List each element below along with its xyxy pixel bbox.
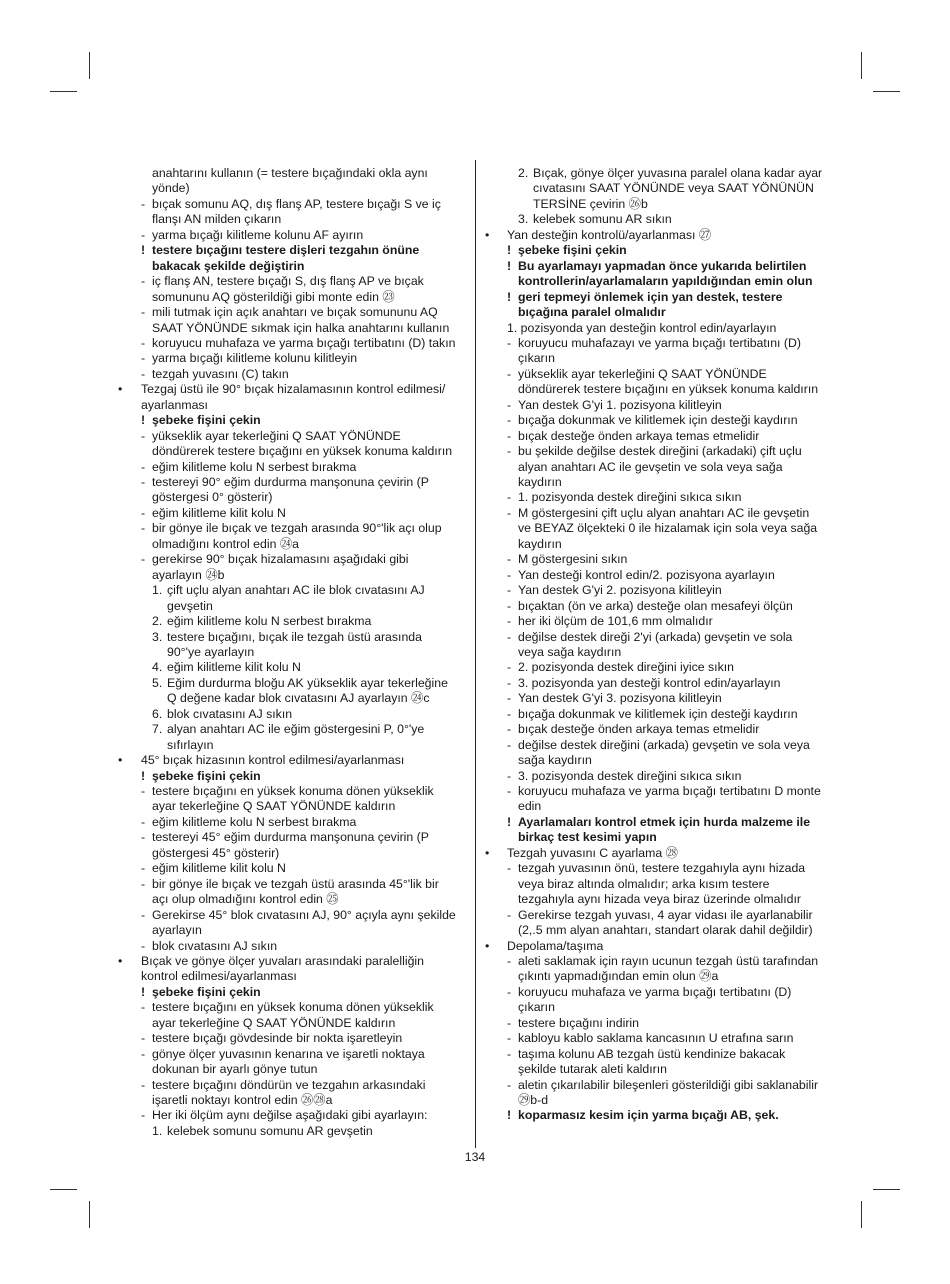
dash-marker: - <box>507 444 512 459</box>
crop-mark-bottom-left-h <box>50 1189 77 1190</box>
crop-mark-top-right-h <box>873 91 900 92</box>
dash-marker: - <box>141 876 146 891</box>
text-line: tezgah yuvasını (C) takın <box>152 366 289 381</box>
text-line: testereyi 90° eğim durdurma manşonuna çevirin (P <box>152 475 429 489</box>
step-number: 3. <box>152 629 163 644</box>
bullet-marker: • <box>485 227 490 242</box>
text-line: çıkıntı yapmadığından emin olun ㉙a <box>518 969 719 984</box>
dash-marker: - <box>507 907 512 922</box>
warning-marker: ! <box>507 243 512 258</box>
text-line: TERSİNE çevirin ㉖b <box>533 196 648 211</box>
dash-marker: - <box>141 938 146 953</box>
bullet-marker: • <box>485 938 490 953</box>
text-line: veya sağa kaydırın <box>518 644 622 659</box>
text-line: SAAT YÖNÜNDE sıkmak için halka anahtarını kullanın <box>152 320 450 335</box>
text-line: Q değene kadar blok cıvatasını AJ ayarlayın ㉔c <box>167 691 430 706</box>
text-line: testere bıçağı gövdesinde bir nokta işaretleyin <box>152 1031 403 1046</box>
text-line: anahtarını kullanın (= testere bıçağındaki okla aynı <box>152 166 428 180</box>
text-line: M göstergesini sıkın <box>518 552 628 567</box>
text-line: bu şekilde değilse destek direğini (arkadaki) çift uçlu <box>518 444 802 459</box>
text-line: M göstergesini çift uçlu alyan anahtarı AC ile gevşetin <box>518 505 810 520</box>
text-line: koruyucu muhafaza ve yarma bıçağı tertibatını (D) <box>518 984 792 999</box>
dash-marker: - <box>507 583 512 598</box>
text-line: eğim kilitleme kolu N serbest bırakma <box>167 614 372 629</box>
dash-marker: - <box>141 521 146 536</box>
warning-marker: ! <box>141 768 146 783</box>
text-line: yarma bıçağı kilitleme kolunu kilitleyin <box>152 351 358 366</box>
text-line: göstergesi 45° gösterir) <box>152 845 280 860</box>
crop-mark-bottom-right-v <box>861 1201 862 1228</box>
text-line: (2,.5 mm alyan anahtarı, standart olarak dahil değildir) <box>518 923 813 938</box>
crop-mark-top-right-v <box>861 52 862 79</box>
text-line: blok cıvatasını AJ sıkın <box>152 938 278 953</box>
text-line: bıçak somunu AQ, dış flanş AP, testere bıçağı S ve iç <box>152 196 441 211</box>
text-line: gerekirse 90° bıçak hizalamasını aşağıdaki gibi <box>152 552 409 567</box>
dash-marker: - <box>507 737 512 752</box>
text-line: yükseklik ayar tekerleğini Q SAAT YÖNÜNDE <box>152 428 401 443</box>
text-line: Gerekirse tezgah yuvası, 4 ayar vidası ile ayarlanabilir <box>518 907 813 922</box>
text-line: Her iki ölçüm aynı değilse aşağıdaki gibi ayarlayın: <box>152 1108 428 1123</box>
crop-mark-bottom-left-v <box>89 1201 90 1228</box>
text-line: Yan destek G'yi 3. pozisyona kilitleyin <box>518 691 722 706</box>
text-line: Bu ayarlamayı yapmadan önce yukarıda belirtilen <box>518 258 807 273</box>
warning-marker: ! <box>141 413 146 428</box>
dash-marker: - <box>141 351 146 366</box>
text-line: bıçak desteğe önden arkaya temas etmelidir <box>518 722 760 737</box>
dash-marker: - <box>507 614 512 629</box>
text-line: testere bıçağını en yüksek konuma dönen yükseklik <box>152 1000 434 1015</box>
crop-mark-bottom-right-h <box>873 1189 900 1190</box>
text-line: 3. pozisyonda yan desteği kontrol edin/ayarlayın <box>518 675 781 690</box>
text-line: kelebek somunu AR sıkın <box>533 212 672 227</box>
dash-marker: - <box>141 861 146 876</box>
text-line: koparmasız kesim için yarma bıçağı AB, şek. <box>518 1108 779 1123</box>
text-line: ㉙b-d <box>518 1093 549 1107</box>
text-line: alyan anahtarı AC ile eğim göstergesini P, 0°'ye <box>167 722 425 737</box>
text-line: eğim kilitleme kilit kolu N <box>152 861 286 876</box>
dash-marker: - <box>141 1046 146 1061</box>
step-number: 2. <box>518 166 529 180</box>
dash-marker: - <box>141 227 146 242</box>
text-line: edin <box>518 799 542 814</box>
text-line: sağa kaydırın <box>518 753 592 768</box>
text-line: Yan desteğin kontrolü/ayarlanması ㉗ <box>507 227 712 242</box>
dash-marker: - <box>141 1077 146 1092</box>
text-line: iç flanş AN, testere bıçağı S, dış flanş AP ve bıçak <box>152 274 424 289</box>
text-line: birkaç test kesimi yapın <box>518 830 657 845</box>
dash-marker: - <box>507 1077 512 1092</box>
text-line: gevşetin <box>167 598 213 613</box>
text-line: yarma bıçağı kilitleme kolunu AF ayırın <box>152 227 364 242</box>
text-line: flanşı AN milden çıkarın <box>152 212 282 227</box>
dash-marker: - <box>507 629 512 644</box>
text-line: bıçağına paralel olmalıdır <box>518 305 666 320</box>
dash-marker: - <box>507 552 512 567</box>
text-line: blok cıvatasını AJ sıkın <box>167 706 293 721</box>
text-line: testere bıçağını testere dişleri tezgahın önüne <box>152 243 420 258</box>
text-line: ayar tekerleğine Q SAAT YÖNÜNDE kaldırın <box>152 1015 396 1030</box>
warning-marker: ! <box>507 289 512 304</box>
dash-marker: - <box>507 490 512 505</box>
step-number: 5. <box>152 675 163 690</box>
dash-marker: - <box>141 459 146 474</box>
text-line: açı olup olmadığını kontrol edin ㉕ <box>152 892 339 907</box>
text-line: kaydırın <box>518 536 562 551</box>
column-divider <box>475 160 476 1148</box>
text-line: cıvatasını SAAT YÖNÜNDE veya SAAT YÖNÜNÜN <box>533 181 814 196</box>
dash-marker: - <box>507 335 512 350</box>
text-line: yükseklik ayar tekerleğini Q SAAT YÖNÜNDE <box>518 366 767 381</box>
text-line: çıkarın <box>518 351 555 366</box>
text-line: aleti saklamak için rayın ucunun tezgah üstü tarafından <box>518 953 819 968</box>
dash-marker: - <box>507 567 512 582</box>
text-line: Yan destek G'yi 2. pozisyona kilitleyin <box>518 583 722 598</box>
text-line: alyan anahtarı AC ile gevşetin ve sola veya sağa <box>518 459 783 474</box>
dash-marker: - <box>507 953 512 968</box>
dash-marker: - <box>507 660 512 675</box>
dash-marker: - <box>507 1015 512 1030</box>
dash-marker: - <box>141 505 146 520</box>
text-line: testere bıçağını en yüksek konuma dönen yükseklik <box>152 784 434 798</box>
text-line: kontrol edilmesi/ayarlanması <box>141 969 297 984</box>
text-line: ayarlayın <box>152 923 202 938</box>
text-line: 45° bıçak hizasının kontrol edilmesi/ayarlanması <box>141 753 405 768</box>
dash-marker: - <box>141 366 146 381</box>
text-line: şebeke fişini çekin <box>152 984 261 999</box>
text-line: olmadığını kontrol edin ㉔a <box>152 536 299 551</box>
text-line: kelebek somunu somunu AR gevşetin <box>167 1123 373 1138</box>
text-line: veya biraz altında olmalıdır; arka kısım testere <box>518 876 770 891</box>
dash-marker: - <box>141 814 146 829</box>
text-line: mili tutmak için açık anahtarı ve bıçak somununu AQ <box>152 305 438 320</box>
text-line: eğim kilitleme kilit kolu N <box>167 660 301 675</box>
text-line: şebeke fişini çekin <box>518 243 627 258</box>
dash-marker: - <box>141 305 146 320</box>
dash-marker: - <box>507 722 512 737</box>
text-line: eğim kilitleme kolu N serbest bırakma <box>152 459 357 474</box>
dash-marker: - <box>507 366 512 381</box>
text-line: testere bıçağını, bıçak ile tezgah üstü arasında <box>167 629 422 644</box>
text-line: bir gönye ile bıçak ve tezgah arasında 90°'lik açı olup <box>152 521 442 536</box>
dash-marker: - <box>141 907 146 922</box>
dash-marker: - <box>507 505 512 520</box>
bullet-marker: • <box>118 753 123 768</box>
text-line: tezgah yuvasının önü, testere tezgahıyla aynı hizada <box>518 861 806 876</box>
dash-marker: - <box>507 706 512 721</box>
crop-mark-top-left-h <box>50 91 77 92</box>
text-line: dokunan bir ayarlı gönye tutun <box>152 1062 318 1077</box>
dash-marker: - <box>507 984 512 999</box>
dash-marker: - <box>507 413 512 428</box>
text-line: döndürerek testere bıçağını en yüksek konuma kaldırın <box>152 444 453 459</box>
text-line: kaydırın <box>518 475 562 489</box>
dash-marker: - <box>141 475 146 489</box>
dash-marker: - <box>141 196 146 211</box>
bullet-marker: • <box>485 845 490 860</box>
text-line: ve BEYAZ ölçekteki 0 ile hizalamak için sola veya sağa <box>518 521 818 536</box>
text-line: gönye ölçer yuvasının kenarına ve işaretli noktaya <box>152 1046 425 1061</box>
dash-marker: - <box>141 428 146 443</box>
dash-marker: - <box>507 768 512 783</box>
step-number: 1. <box>152 583 163 598</box>
text-line: bıçağa dokunmak ve kilitlemek için desteği kaydırın <box>518 413 798 428</box>
text-line: testere bıçağını döndürün ve tezgahın arkasındaki <box>152 1077 426 1092</box>
crop-mark-top-left-v <box>89 52 90 79</box>
text-line: bıçağa dokunmak ve kilitlemek için desteği kaydırın <box>518 706 798 721</box>
text-line: değilse destek direğini (arkada) gevşetin ve sola veya <box>518 737 810 752</box>
text-line: döndürerek testere bıçağını en yüksek konuma kaldırın <box>518 382 819 397</box>
warning-marker: ! <box>507 258 512 273</box>
text-line: taşıma kolunu AB tezgah üstü kendinize bakacak <box>518 1046 786 1061</box>
warning-marker: ! <box>141 984 146 999</box>
text-line: şebeke fişini çekin <box>152 413 261 428</box>
text-line: geri tepmeyi önlemek için yan destek, testere <box>518 289 783 304</box>
text-line: işaretli noktayı kontrol edin ㉖㉘a <box>152 1093 333 1107</box>
text-line: kontrollerin/ayarlamaların yapıldığından emin olun <box>518 274 813 289</box>
text-line: testereyi 45° eğim durdurma manşonuna çevirin (P <box>152 830 429 845</box>
dash-marker: - <box>507 691 512 706</box>
text-line: aletin çıkarılabilir bileşenleri gösterildiği gibi saklanabilir <box>518 1077 819 1092</box>
dash-marker: - <box>507 598 512 613</box>
step-number: 1. <box>152 1123 163 1138</box>
text-line: tezgahıyla aynı hizada veya biraz üzerinde olmalıdır <box>518 892 801 907</box>
text-line: koruyucu muhafaza ve yarma bıçağı tertibatını (D) takın <box>152 335 456 350</box>
text-line: ayarlanması <box>141 397 208 412</box>
text-line: bıçaktan (ön ve arka) desteğe olan mesafeyi ölçün <box>518 598 793 613</box>
dash-marker: - <box>507 428 512 443</box>
text-line: ayarlayın ㉔b <box>152 567 225 582</box>
dash-marker: - <box>141 830 146 845</box>
step-number: 4. <box>152 660 163 675</box>
dash-marker: - <box>507 1031 512 1046</box>
text-line: bıçak desteğe önden arkaya temas etmelidir <box>518 428 760 443</box>
text-line: Eğim durdurma bloğu AK yükseklik ayar tekerleğine <box>167 675 448 690</box>
dash-marker: - <box>507 675 512 690</box>
text-line: şekilde tutarak aleti kaldırın <box>518 1062 668 1077</box>
dash-marker: - <box>141 784 146 798</box>
dash-marker: - <box>141 1108 146 1123</box>
page-number: 134 <box>464 1150 486 1164</box>
text-line: çift uçlu alyan anahtarı AC ile blok cıvatasını AJ <box>167 583 425 598</box>
text-line: yönde) <box>152 181 190 196</box>
text-line: Tezgah yuvasını C ayarlama ㉘ <box>507 845 678 860</box>
text-line: her iki ölçüm de 101,6 mm olmalıdır <box>518 614 713 629</box>
text-line: 90°'ye ayarlayın <box>167 644 255 659</box>
bullet-marker: • <box>118 953 123 968</box>
text-line: Ayarlamaları kontrol etmek için hurda malzeme ile <box>518 814 811 829</box>
text-line: Depolama/taşıma <box>507 938 604 953</box>
text-line: bir gönye ile bıçak ve tezgah üstü arasında 45°'lik bir <box>152 876 439 891</box>
text-line: bakacak şekilde değiştirin <box>152 258 305 273</box>
text-line: 1. pozisyonda yan desteğin kontrol edin/ayarlayın <box>507 320 777 335</box>
text-line: 3. pozisyonda destek direğini sıkıca sıkın <box>518 768 742 783</box>
text-line: Tezgaj üstü ile 90° bıçak hizalamasının kontrol edilmesi/ <box>141 382 446 397</box>
warning-marker: ! <box>507 814 512 829</box>
warning-marker: ! <box>141 243 146 258</box>
step-number: 2. <box>152 614 163 629</box>
text-line: Bıçak, gönye ölçer yuvasına paralel olana kadar ayar <box>533 166 823 180</box>
text-line: Yan desteği kontrol edin/2. pozisyona ayarlayın <box>518 567 775 582</box>
text-line: koruyucu muhafazayı ve yarma bıçağı tertibatını (D) <box>518 335 801 350</box>
dash-marker: - <box>141 552 146 567</box>
dash-marker: - <box>141 1000 146 1015</box>
dash-marker: - <box>141 274 146 289</box>
dash-marker: - <box>141 1031 146 1046</box>
step-number: 7. <box>152 722 163 737</box>
text-line: Yan destek G'yi 1. pozisyona kilitleyin <box>518 397 722 412</box>
step-number: 6. <box>152 706 163 721</box>
warning-marker: ! <box>507 1108 512 1123</box>
text-line: çıkarın <box>518 1000 555 1015</box>
dash-marker: - <box>141 335 146 350</box>
dash-marker: - <box>507 397 512 412</box>
text-line: göstergesi 0° gösterir) <box>152 490 273 505</box>
text-line: kabloyu kablo saklama kancasının U etrafına sarın <box>518 1031 794 1046</box>
bullet-marker: • <box>118 382 123 397</box>
text-line: şebeke fişini çekin <box>152 768 261 783</box>
text-line: testere bıçağını indirin <box>518 1015 639 1030</box>
text-line: ayar tekerleğine Q SAAT YÖNÜNDE kaldırın <box>152 799 396 814</box>
text-line: Bıçak ve gönye ölçer yuvaları arasındaki paralelliğin <box>141 953 424 968</box>
text-line: eğim kilitleme kolu N serbest bırakma <box>152 814 357 829</box>
text-line: 2. pozisyonda destek direğini iyice sıkın <box>518 660 734 675</box>
dash-marker: - <box>507 1046 512 1061</box>
text-line: 1. pozisyonda destek direğini sıkıca sıkın <box>518 490 742 505</box>
text-line: eğim kilitleme kilit kolu N <box>152 505 286 520</box>
text-line: değilse destek direği 2'yi (arkada) gevşetin ve sola <box>518 629 793 644</box>
text-line: Gerekirse 45° blok cıvatasını AJ, 90° açıyla aynı şekilde <box>152 907 456 922</box>
text-line: sıfırlayın <box>167 737 214 752</box>
text-line: somununu AQ gösterildiği gibi monte edin ㉓ <box>152 289 395 304</box>
step-number: 3. <box>518 212 529 227</box>
dash-marker: - <box>507 861 512 876</box>
text-line: koruyucu muhafaza ve yarma bıçağı tertibatını D monte <box>518 784 821 798</box>
dash-marker: - <box>507 784 512 798</box>
